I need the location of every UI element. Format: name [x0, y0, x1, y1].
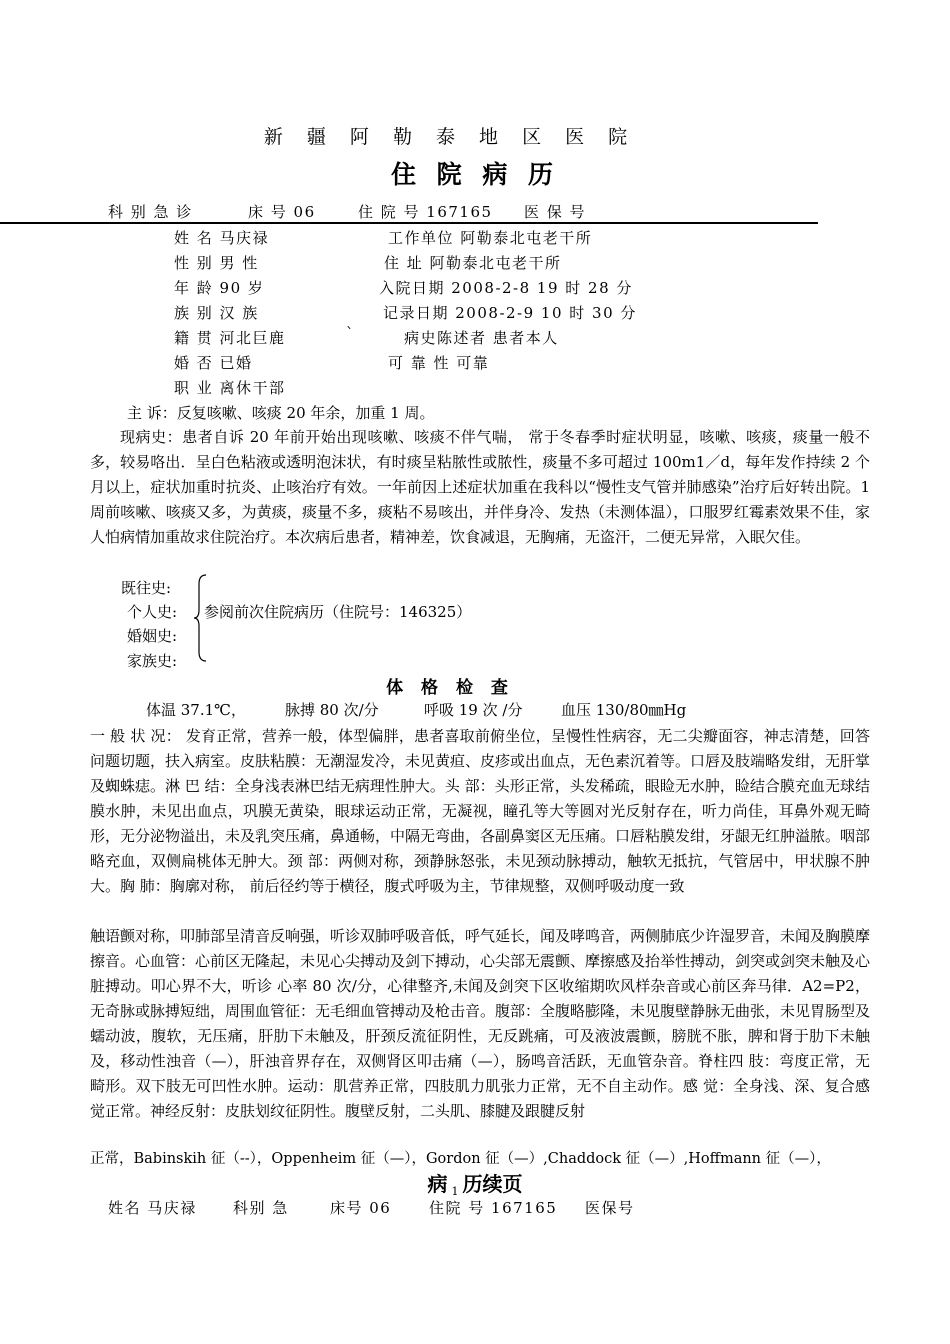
header-admission-no: 住 院 号 167165 — [358, 203, 493, 221]
personal-history-label: 个人史: — [127, 603, 178, 621]
vital-respiration: 呼吸 19 次 /分 — [424, 701, 523, 719]
header-bed: 床 号 06 — [248, 203, 316, 221]
past-history-label: 既往史: — [121, 579, 172, 597]
patient-occupation: 职 业 离休干部 — [174, 379, 286, 397]
continuation-title-b: 历续页 — [462, 1172, 523, 1196]
patient-employer: 工作单位 阿勒泰北屯老干所 — [388, 229, 593, 247]
patient-native-place: 籍 贯 河北巨鹿 — [174, 329, 286, 347]
cont-bed: 床号 06 — [330, 1199, 392, 1217]
family-history-label: 家族史: — [127, 652, 178, 670]
vital-blood-pressure: 血压 130/80㎜Hg — [561, 701, 687, 719]
reliability: 可 靠 性 可靠 — [388, 354, 490, 372]
cont-admission-no: 住院 号 167165 — [429, 1199, 558, 1217]
marriage-history-label: 婚姻史: — [127, 627, 178, 645]
chief-complaint: 主 诉：反复咳嗽、咳痰 20 年余，加重 1 周。 — [127, 404, 435, 422]
present-illness: 现病史：患者自诉 20 年前开始出现咳嗽、咳痰不伴气喘， 常于冬春季时症状明显，咳嗽、咳痰，痰量一般不多，较易咯出．呈白色粘液或透明泡沫状，有时痰呈粘脓性或脓性，痰量不多可超过 100m1／d，每年发作持续 2 个月以上，症状加重时抗炎、止咳治疗有效。一年前因上述症状加重在我科以“慢性支气管并肺感染”治疗后好转出院。1 周前咳嗽、咳痰又多，为黄痰，痰量不多，痰粘不易咳出，并伴身冷、发热（未测体温），口服罗红霉素效果不佳，家人怕病情加重故求住院治疗。本次病后患者，精神差，饮食减退，无胸痛，无盗汗，二便无异常，入眠欠佳。 — [90, 428, 870, 546]
admit-date: 入院日期 2008-2-8 19 时 28 分 — [379, 279, 633, 297]
exam-title: 体 格 检 查 — [386, 678, 514, 698]
stray-mark: ` — [346, 324, 355, 342]
patient-name: 姓 名 马庆禄 — [174, 229, 270, 247]
cont-insurance-no: 医保号 — [585, 1199, 635, 1217]
chest-abdomen-exam: 触语颤对称，叩肺部呈清音反响强，听诊双肺呼吸音低，呼气延长，闻及哮鸣音，两侧肺底少许湿罗音，未闻及胸膜摩擦音。心血管：心前区无隆起，未见心尖搏动及剑下搏动，心尖部无震颤、摩擦感及抬举性搏动，剑突或剑突未触及心脏搏动。叩心界不大，听诊 心率 80 次/分，心律整齐,未闻及剑突下区收缩期吹风样杂音或心前区奔马律．A2=P2，无奇脉或脉搏短绌，周围血管征：无毛细血管搏动及枪击音。腹部：全腹略膨隆，未见腹壁静脉无曲张，未见胃肠型及蠕动波，腹软，无压痛，肝肋下未触及，肝颈反流征阴性，无反跳痛，可及液波震颤，膀胱不胀，脾和肾于肋下未触及，移动性浊音（—），肝浊音界存在，双侧肾区叩击痛（—），肠鸣音活跃，无血管杂音。脊柱四 肢：弯度正常，无畸形。双下肢无可凹性水肿。运动：肌营养正常，四肢肌力肌张力正常，无不自主动作。感 觉：全身浅、深、复合感觉正常。神经反射：皮肤划纹征阴性。腹壁反射，二头肌、膝腱及跟腱反射 — [90, 927, 871, 1120]
general-exam: 一 般 状 况： 发育正常，营养一般，体型偏胖，患者喜取前俯坐位，呈慢性性病容，无二尖瓣面容，神志清楚，回答问题切题，扶入病室。皮肤粘膜：无潮湿发冷，未见黄疸、皮疹或出血点，无色素沉着等。口唇及肢端略发绀，无肝掌及蜘蛛痣。淋 巴 结：全身浅表淋巴结无病理性肿大。头 部：头形正常，头发稀疏，眼睑无水肿，睑结合膜充血无球结膜水肿，未见出血点，巩膜无黄染，眼球运动正常，无凝视，瞳孔等大等圆对光反射存在，听力尚佳，耳鼻外观无畸形，无分泌物溢出，未及乳突压痛，鼻通畅，中隔无弯曲，各副鼻窦区无压痛。口唇粘膜发绀，牙龈无红肿溢脓。咽部略充血，双侧扁桃体无肿大。颈 部：两侧对称，颈静脉怒张，未见颈动脉搏动，触软无抵抗，气管居中，甲状腺不肿大。胸 肺：胸廓对称， 前后径约等于横径，腹式呼吸为主，节律规整，双侧呼吸动度一致 — [90, 727, 871, 895]
continuation-title — [0, 1168, 950, 1198]
header-insurance-no: 医 保 号 — [524, 203, 587, 221]
history-narrator: 病史陈述者 患者本人 — [404, 329, 559, 347]
history-reference: 参阅前次住院病历（住院号：146325） — [204, 603, 472, 621]
patient-marital: 婚 否 已婚 — [174, 354, 253, 372]
vital-pulse: 脉搏 80 次/分 — [285, 701, 379, 719]
vital-temperature: 体温 37.1℃， — [146, 701, 246, 719]
continuation-title-a: 病 — [427, 1172, 448, 1196]
cont-name: 姓名 马庆禄 — [108, 1199, 197, 1217]
header-dept: 科 别 急 诊 — [108, 203, 193, 221]
document-title: 住 院 病 历 — [390, 160, 560, 189]
patient-age: 年 龄 90 岁 — [174, 279, 265, 297]
header-rule — [0, 222, 818, 224]
cont-dept: 科别 急 — [233, 1199, 289, 1217]
hospital-name: 新 疆 阿 勒 泰 地 区 医 院 — [263, 126, 637, 148]
page-number: 1 — [451, 1185, 459, 1198]
patient-address: 住 址 阿勒泰北屯老干所 — [384, 254, 562, 272]
patient-sex: 性 别 男 性 — [174, 254, 259, 272]
patient-ethnicity: 族 别 汉 族 — [174, 304, 259, 322]
reflex-exam: 正常，Babinskih 征（--），Oppenheim 征（—），Gordon 征（—）,Chaddock 征（—）,Hoffmann 征（—）， — [90, 1151, 831, 1167]
record-date: 记录日期 2008-2-9 10 时 30 分 — [383, 304, 637, 322]
